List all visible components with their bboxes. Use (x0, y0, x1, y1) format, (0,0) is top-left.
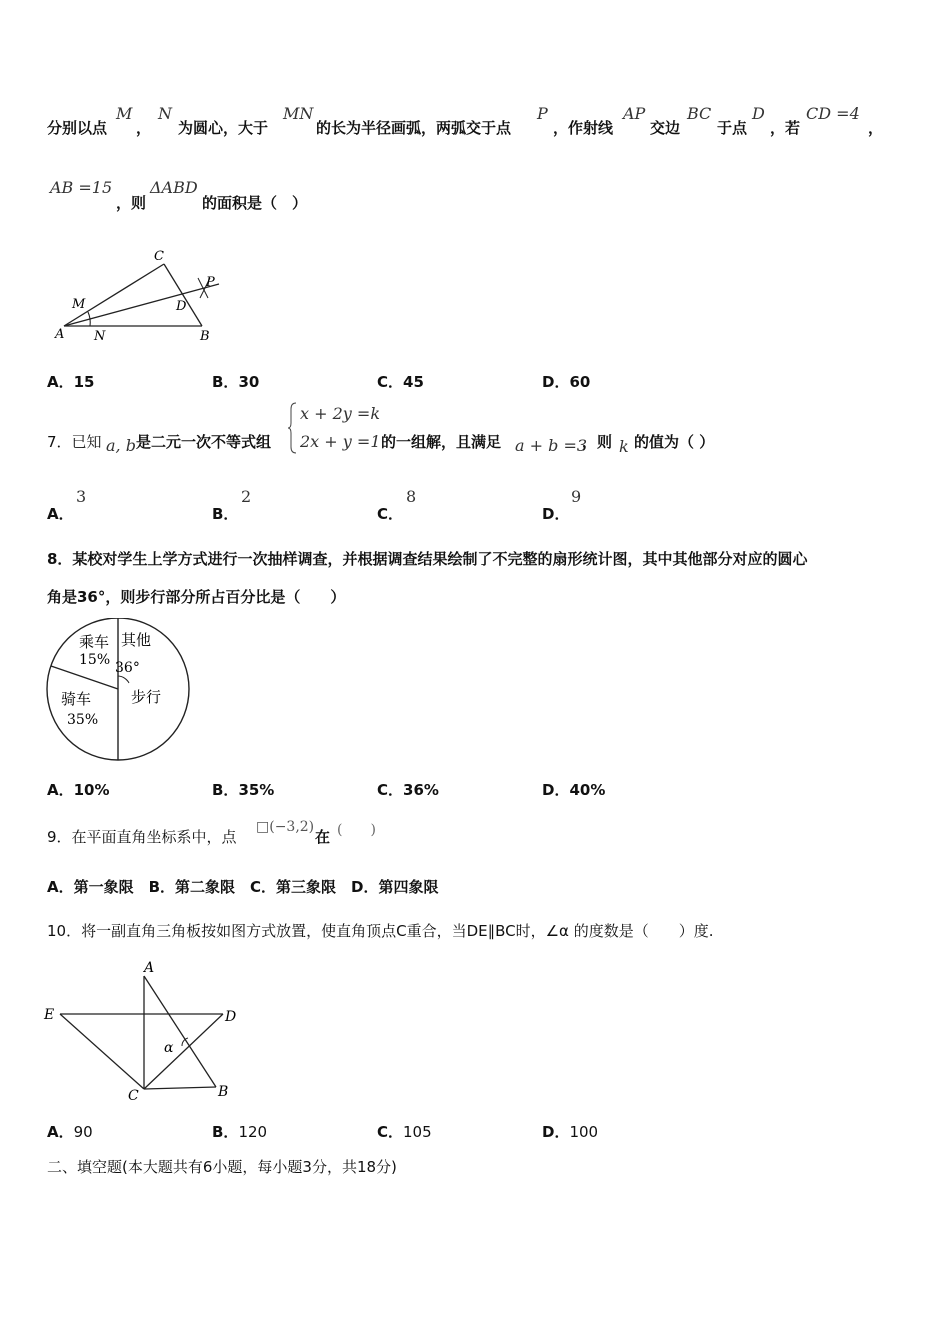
option-value: 36% (403, 781, 439, 799)
label-C: C (154, 249, 164, 264)
math-D: D (752, 104, 765, 123)
q6-text-5: 交边 (650, 119, 681, 137)
label-D: D (225, 1009, 237, 1025)
q7-option-c-letter[interactable]: C． (377, 505, 404, 523)
q10-text: 10．将一副直角三角板按如图方式放置，使直角顶点C重合，当DE∥BC时，∠α 的度数是（ ）度. (47, 922, 714, 940)
q10-triangles-figure (40, 958, 245, 1103)
q10-option-d[interactable] (542, 1121, 598, 1142)
math-eq-1: x + 2y =k (300, 404, 381, 423)
q6-option-b[interactable] (212, 371, 259, 392)
math-a-plus-b: a + b =3 (515, 436, 588, 455)
segment-BC (164, 264, 202, 326)
option-value: 90 (73, 1123, 93, 1141)
q7-option-b-letter[interactable]: B． (212, 505, 239, 523)
section-heading-fill-blank: 二、填空题(本大题共有6小题，每小题3分，共18分) (47, 1158, 397, 1176)
q6-text-6: 于点 (717, 119, 748, 137)
label-alpha: α (164, 1040, 174, 1056)
q8-text-line2: 角是36°，则步行部分所占百分比是（ ） (47, 588, 346, 606)
sector-label-qita: 其他 (121, 631, 152, 649)
q7-option-b-value[interactable]: 2 (241, 487, 252, 506)
q6-text-8: ， (868, 119, 884, 137)
label-M: M (72, 297, 86, 312)
option-letter: D． (542, 373, 570, 391)
q7-option-d-value[interactable]: 9 (571, 487, 582, 506)
q8-option-c[interactable] (377, 779, 439, 800)
label-A: A (144, 960, 155, 976)
q6-text-9: ，则 (116, 194, 147, 212)
label-B: B (200, 329, 210, 344)
q8-text-line1: 8．某校对学生上学方式进行一次抽样调查，并根据调查结果绘制了不完整的扇形统计图，其中其他部分对应的圆心 (47, 550, 808, 568)
q6-text-1: 分别以点 (47, 119, 108, 137)
q7-option-d-letter[interactable]: D． (542, 505, 570, 523)
label-P: P (206, 275, 215, 290)
label-C: C (128, 1088, 139, 1103)
option-value: 60 (569, 373, 591, 391)
math-N: N (158, 104, 172, 123)
math-k: k (619, 437, 629, 456)
label-D: D (176, 299, 187, 314)
math-a-b: a, b (106, 436, 136, 455)
option-value: 100 (569, 1123, 599, 1141)
math-triangle-ABD: ΔABD (150, 178, 198, 197)
q10-option-c[interactable] (377, 1121, 432, 1142)
segment-DC (144, 1014, 223, 1089)
ray-AP (64, 284, 219, 326)
sector-angle-qita: 36° (115, 660, 140, 676)
option-value: 35% (238, 781, 275, 799)
q6-option-d[interactable] (542, 371, 590, 392)
math-eq-2: 2x + y =1 (300, 432, 381, 451)
q6-option-a[interactable] (47, 371, 94, 392)
system-brace (288, 401, 298, 455)
q7-text-5: 的值为（ ） (634, 433, 715, 451)
option-value: 45 (403, 373, 424, 391)
math-P: P (537, 104, 548, 123)
option-value: 30 (238, 373, 260, 391)
sector-pct-chengche: 15% (79, 652, 111, 668)
answer-paren: ( ) (337, 822, 376, 838)
q6-angle-bisector-figure (44, 244, 234, 349)
segment-CB (144, 1087, 216, 1089)
option-letter: A． (47, 781, 74, 799)
option-letter: D． (542, 781, 570, 799)
q9-text-2: 在 (315, 828, 331, 846)
math-BC: BC (687, 104, 712, 123)
option-value: 40% (569, 781, 606, 799)
label-A: A (55, 327, 65, 342)
segment-AC (64, 264, 164, 326)
q9-options[interactable]: A．第一象限 B．第二象限 C．第三象限 D．第四象限 (47, 878, 439, 896)
q8-option-a[interactable] (47, 779, 110, 800)
q8-pie-chart (43, 618, 193, 762)
q7-text-3: 的一组解，且满足 (381, 433, 502, 451)
segment-EC (60, 1014, 144, 1089)
math-MN: MN (283, 104, 314, 123)
option-value: 10% (73, 781, 110, 799)
q7-option-a-letter[interactable]: A． (47, 505, 74, 523)
option-letter: C． (377, 373, 404, 391)
math-point: □(−3,2) (256, 819, 315, 835)
math-AP: AP (623, 104, 646, 123)
label-N: N (94, 329, 106, 344)
q7-option-a-value[interactable]: 3 (76, 487, 87, 506)
option-value: 120 (238, 1123, 268, 1141)
q6-text-4: ，作射线 (553, 119, 614, 137)
sector-label-chengche: 乘车 (79, 633, 110, 651)
q8-option-d[interactable] (542, 779, 605, 800)
q7-option-c-value[interactable]: 8 (406, 487, 417, 506)
option-letter: B． (212, 373, 239, 391)
q8-option-b[interactable] (212, 779, 274, 800)
divider-left (51, 666, 118, 689)
q7-text-2: 是二元一次不等式组 (136, 433, 272, 451)
option-letter: A． (47, 373, 74, 391)
q6-text-10: 的面积是（ ） (202, 194, 308, 212)
angle-arc (118, 676, 129, 683)
math-M: M (116, 104, 133, 123)
q7-text-4: ，则 (582, 433, 613, 451)
option-letter: B． (212, 1123, 239, 1141)
q6-text-7: ，若 (770, 119, 801, 137)
option-letter: C． (377, 781, 404, 799)
sector-label-qiche: 骑车 (61, 690, 92, 708)
math-AB-eq: AB =15 (50, 178, 113, 197)
label-E: E (44, 1007, 55, 1023)
option-value: 15 (73, 373, 95, 391)
option-letter: B． (212, 781, 239, 799)
math-CD-eq: CD =4 (806, 104, 860, 123)
q6-text-2: 为圆心，大于 (178, 119, 269, 137)
q9-text-1: 9．在平面直角坐标系中，点 (47, 828, 237, 846)
q7-text-1: 7．已知 (47, 433, 102, 451)
q6-text-3: 的长为半径画弧，两弧交于点 (316, 119, 512, 137)
q6-option-c[interactable] (377, 371, 424, 392)
option-letter: D． (542, 1123, 570, 1141)
q10-option-b[interactable] (212, 1121, 267, 1142)
q6-comma: ， (136, 119, 152, 137)
sector-pct-qiche: 35% (67, 712, 99, 728)
option-value: 105 (403, 1123, 432, 1141)
q10-option-a[interactable] (47, 1121, 93, 1142)
option-letter: A． (47, 1123, 74, 1141)
label-B: B (218, 1084, 229, 1100)
sector-label-buxing: 步行 (131, 688, 162, 706)
option-letter: C． (377, 1123, 404, 1141)
